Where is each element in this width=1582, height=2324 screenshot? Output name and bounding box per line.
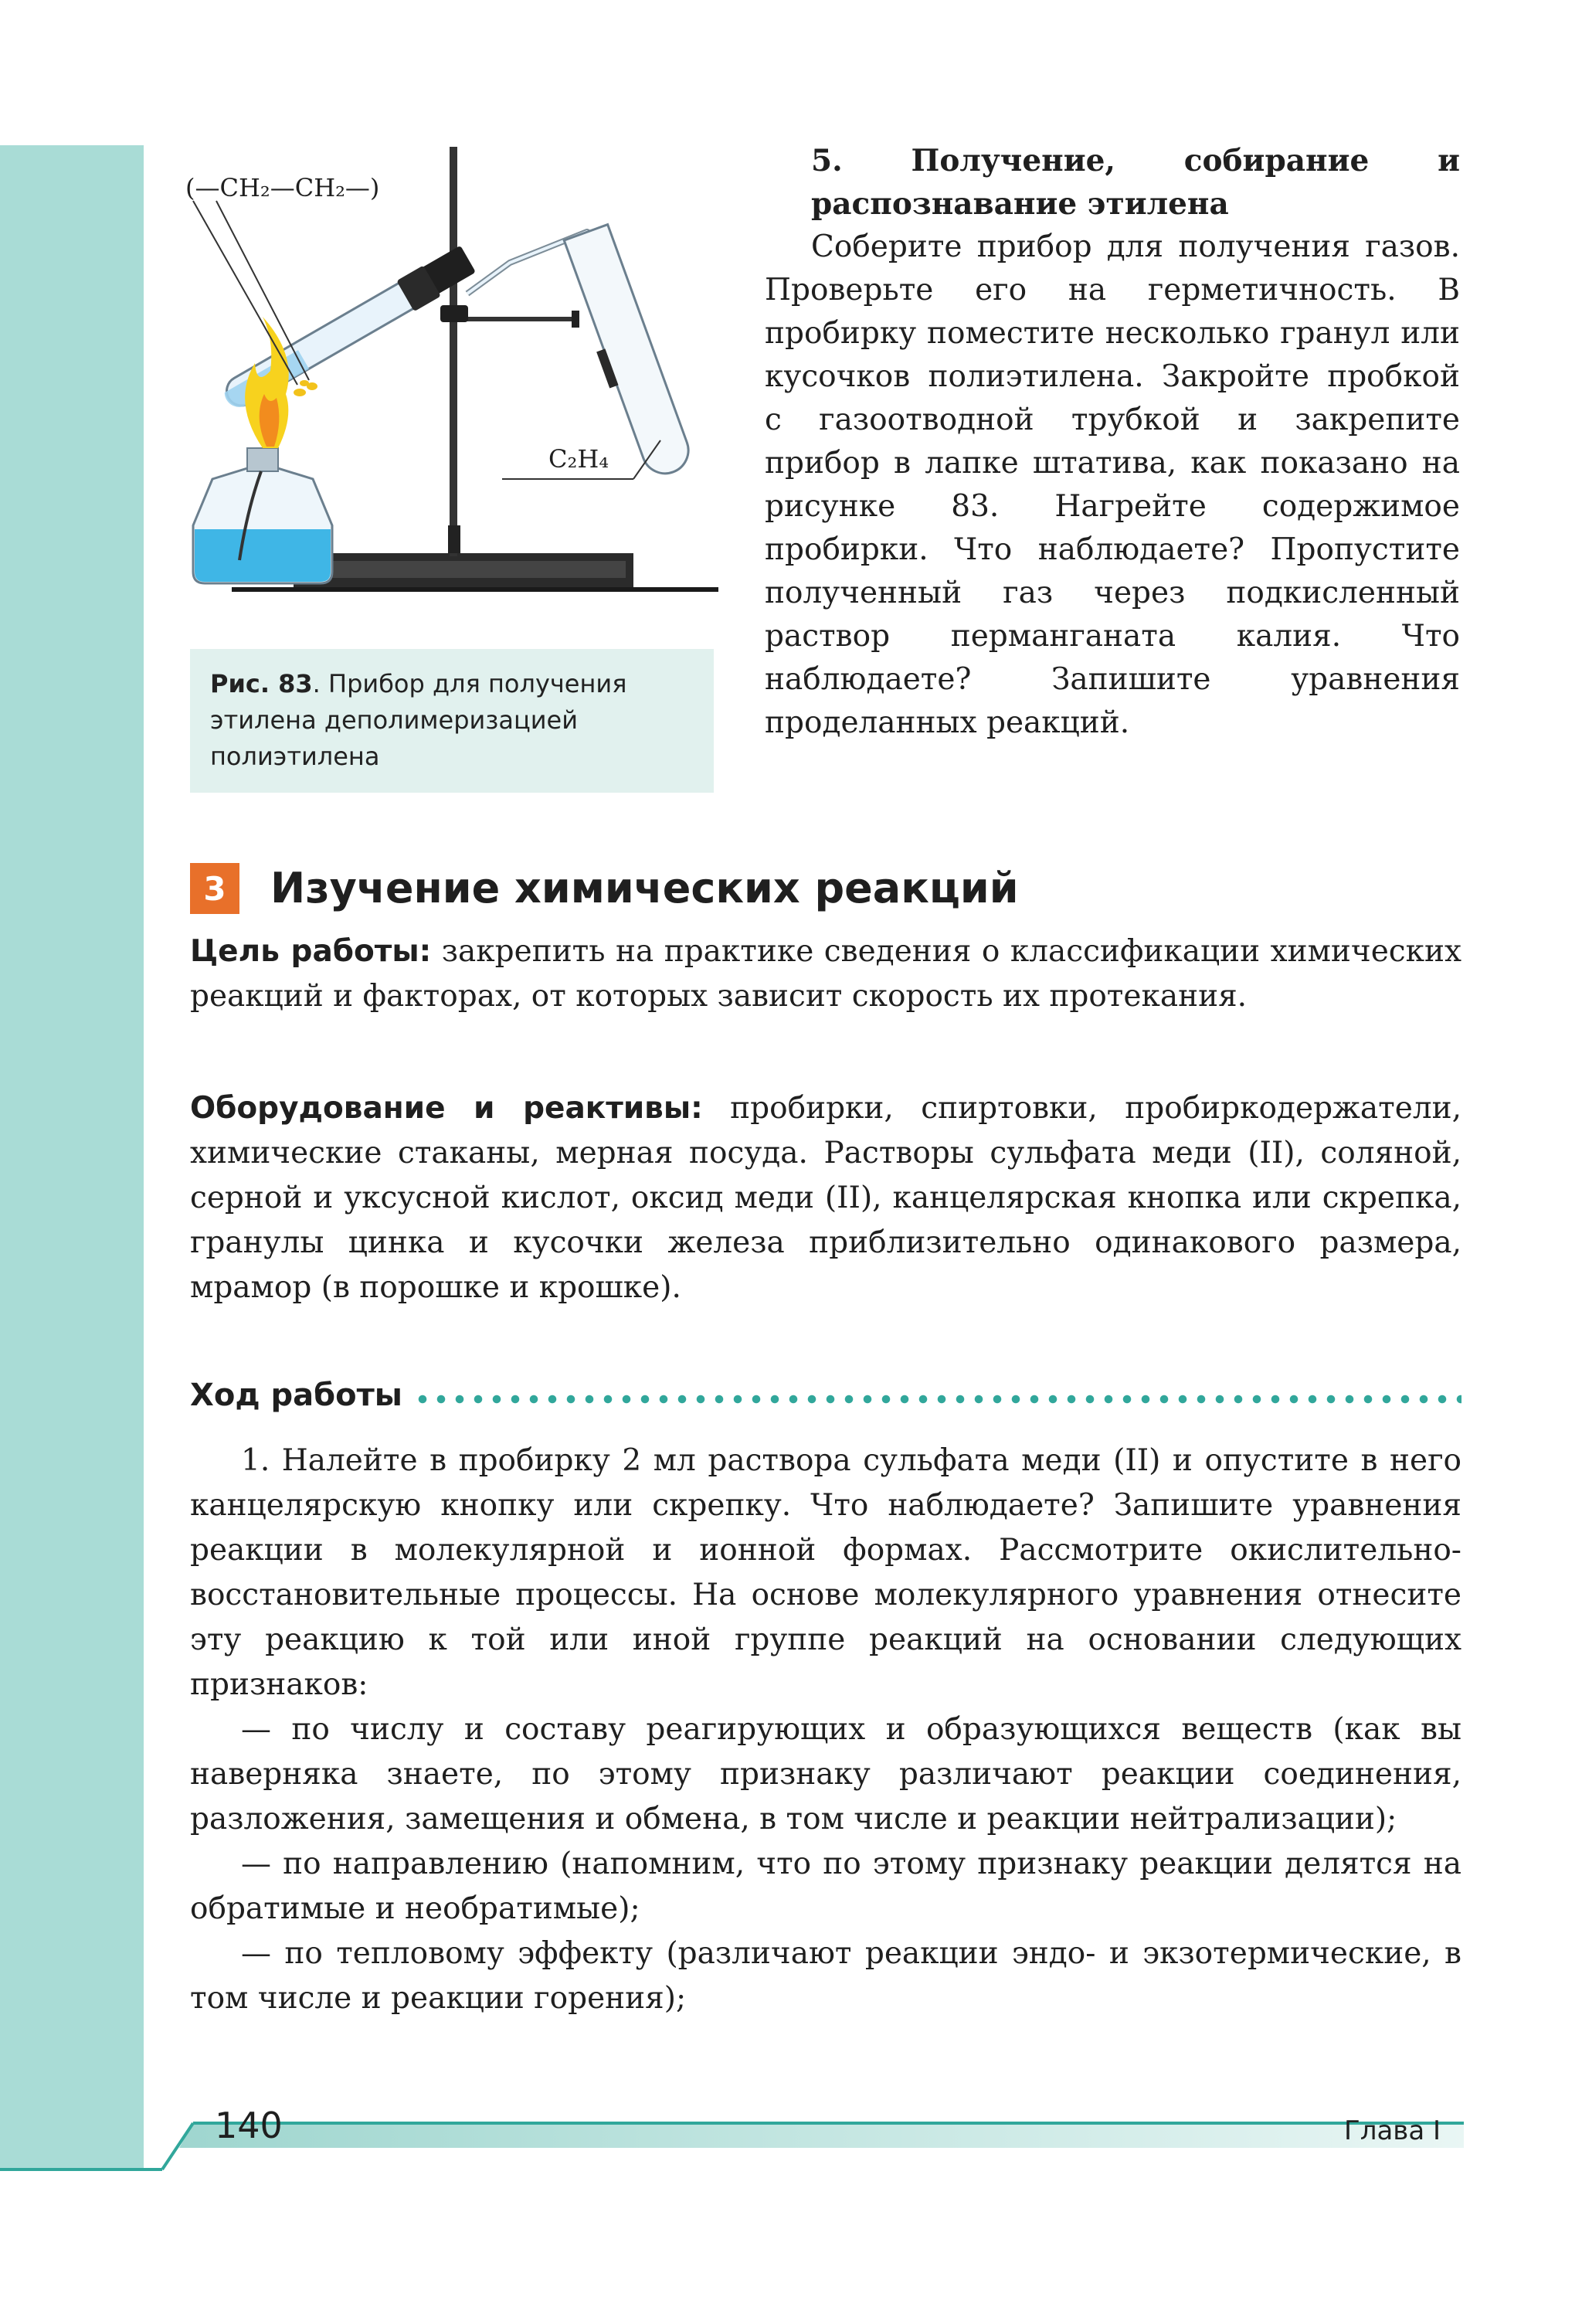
stand-rod [450,147,457,556]
section-title: Изучение химических реакций [270,864,1019,912]
procedure-body [190,1439,1461,2021]
goal-paragraph [190,929,1461,1019]
procedure-heading-row [190,1371,1461,1420]
equipment-text: пробирки, спиртовки, пробиркодержатели, химические стаканы, мерная посуда. Растворы сульфата меди (II), соляной, серной и уксусной кислот, оксид меди (II), канцелярская кнопка или скрепка, гранулы цинка и кусочки железа приблизительно одинакового размера, мрамор (в порошке и крошке). [190,1091,1462,1305]
goal-text: закрепить на практике сведения о классификации химических реакций и факторах, от которых зависит скорость их протекания. [190,934,1461,1014]
page-number: 140 [215,2105,283,2146]
task5-column [765,139,1460,745]
equipment-label: Оборудование и реактивы: [190,1091,703,1126]
figure-caption [190,649,714,793]
table-surface [232,587,718,592]
sidebar-band [0,145,144,2169]
goal-label: Цель работы: [190,934,432,969]
equipment-paragraph [190,1086,1461,1310]
collection-test-tube [564,225,694,481]
procedure-paragraph: — по числу и составу реагирующих и образующихся веществ (как вы наверняка знаете, по этому признаку различают реакции соединения, разложения, замещения и обмена, в том числе и реакции нейтрализации); [190,1712,1461,1836]
task5-heading: 5. Получение, собирание и распознавание этилена [811,143,1460,222]
section-number-badge: 3 [190,863,239,914]
chapter-label: Глава I [1344,2115,1441,2146]
spirit-lamp [193,448,332,583]
caption-text: . Прибор для получения этилена деполимеризацией полиэтилена [210,669,627,771]
procedure-paragraph: 1. Налейте в пробирку 2 мл раствора сульфата меди (II) и опустите в него канцелярскую кнопку или скрепку. Что наблюдаете? Запишите уравнения реакции в молекулярной и ионной формах. Рассмотрите окислительно-восстановительные процессы. На основе молекулярного уравнения отнесите эту реакцию к той или иной группе реакций на основании следующих признаков: [190,1443,1461,1702]
dotted-rule [413,1394,1461,1405]
procedure-paragraph: — по направлению (напомним, что по этому признаку реакции делятся на обратимые и необратимые); [190,1847,1461,1926]
task5-body: Соберите прибор для получения газов. Проверьте его на герметичность. В пробирку поместите несколько гранул или кусочков полиэтилена. Закройте пробкой с газоотводной трубкой и закрепите прибор в лапке штатива, как показано на рисунке 83. Нагрейте содержимое пробирки. Что наблюдаете? Пропустите полученный газ через подкисленный раствор перманганата калия. Что наблюдаете? Запишите уравнения проделанных реакций. [765,229,1460,740]
apparatus-figure [170,139,726,618]
procedure-paragraph: — по тепловому эффекту (различают реакции эндо- и экзотермические, в том числе и реакции горения); [190,1936,1461,2016]
polymer-formula-label: (—CH₂—CH₂—) [185,173,380,202]
procedure-heading: Ход работы [190,1378,402,1413]
ethylene-formula-label: C₂H₄ [548,444,609,474]
caption-figure-number: Рис. 83 [210,669,313,698]
clamp-arm [452,317,575,321]
